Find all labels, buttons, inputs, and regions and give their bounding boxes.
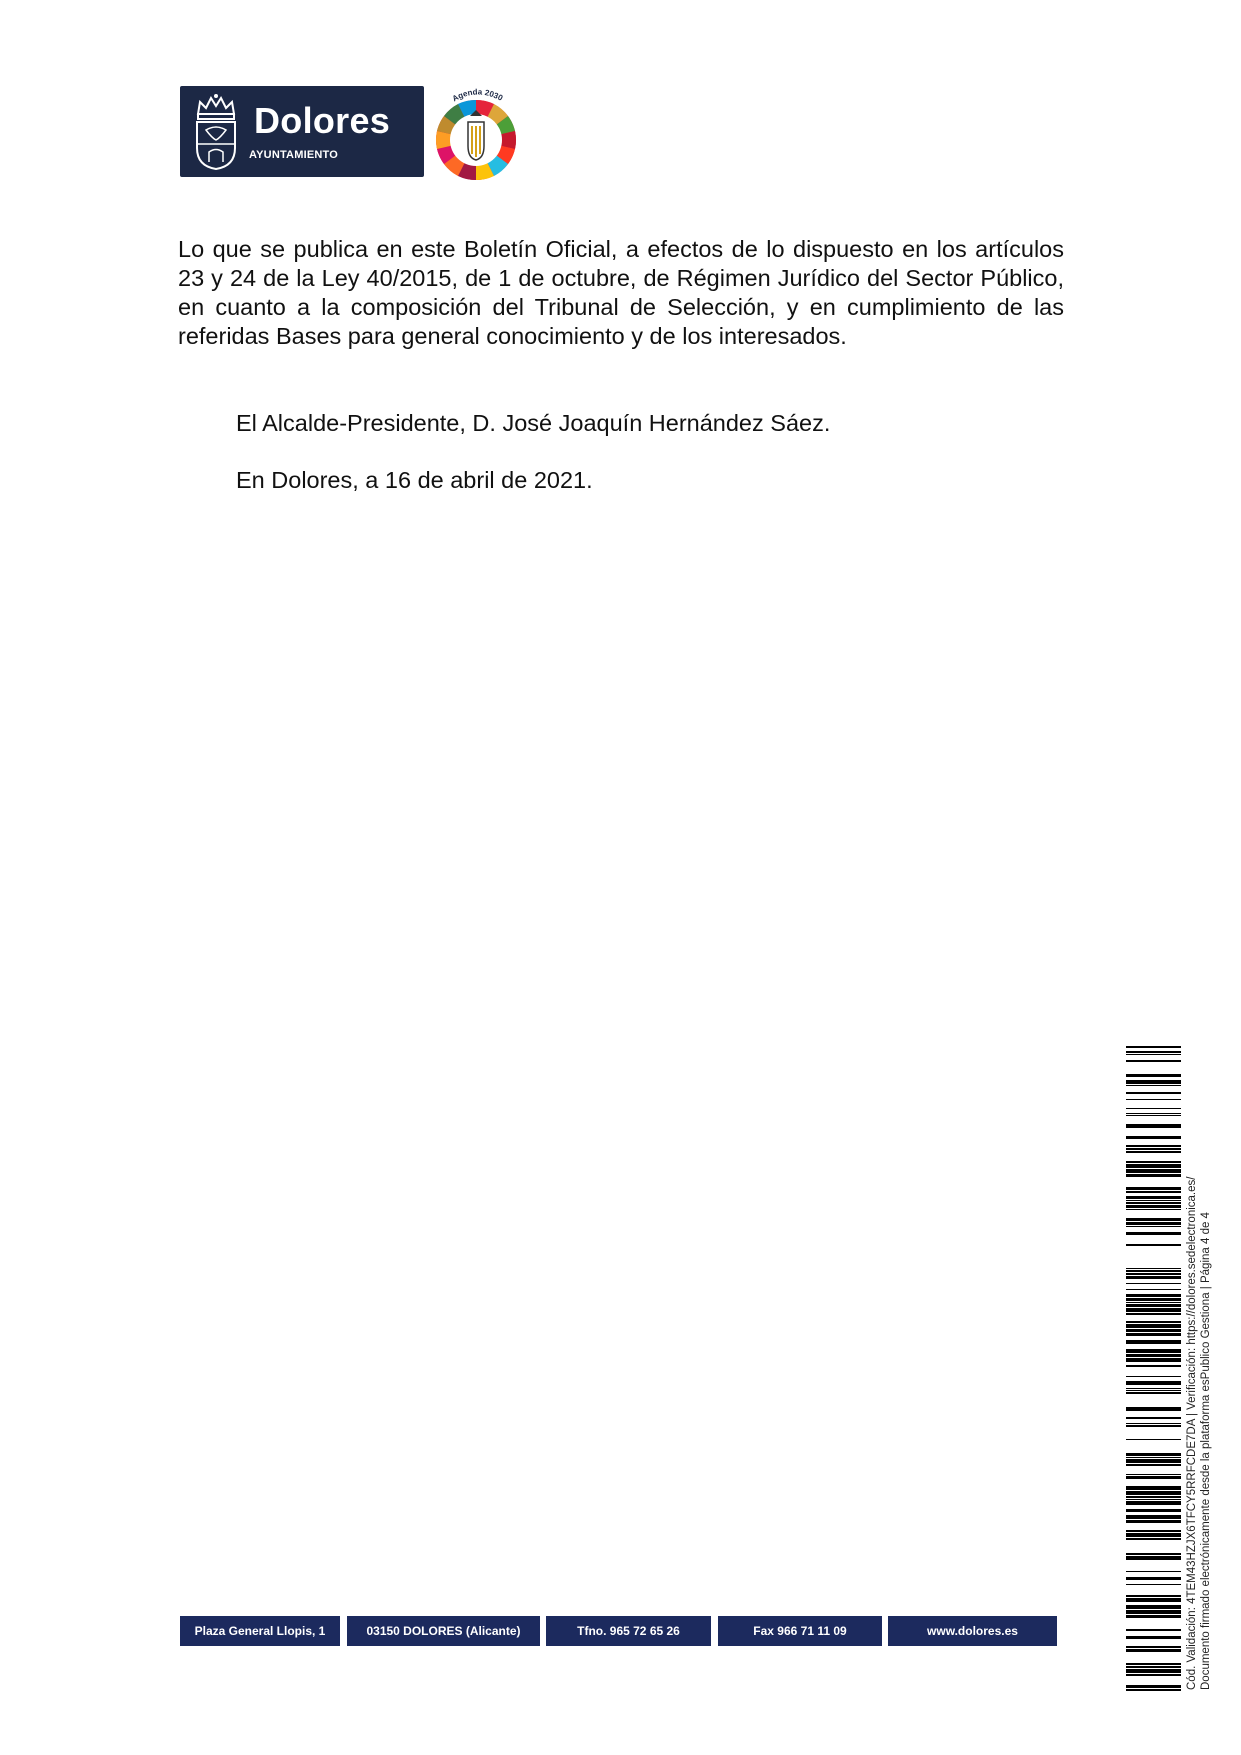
footer-phone: Tfno. 965 72 65 26	[546, 1616, 711, 1646]
svg-text:Agenda 2030: Agenda 2030	[450, 87, 505, 104]
footer-address: Plaza General Llopis, 1	[180, 1616, 340, 1646]
logo-name: Dolores	[254, 100, 391, 141]
signature-line: El Alcalde-Presidente, D. José Joaquín Hernández Sáez.	[236, 410, 831, 436]
footer-web[interactable]: www.dolores.es	[888, 1616, 1057, 1646]
logo-subtitle: AYUNTAMIENTO	[249, 149, 338, 161]
agenda-2030-logo-icon	[428, 82, 524, 182]
footer-fax: Fax 966 71 11 09	[718, 1616, 882, 1646]
verification-text	[1185, 1050, 1213, 1690]
date-line: En Dolores, a 16 de abril de 2021.	[236, 467, 593, 493]
dolores-logo	[180, 86, 424, 177]
barcode-icon	[1126, 1046, 1181, 1691]
crest-icon	[190, 92, 242, 172]
verification-line-2: Documento firmado electrónicamente desde la plataforma esPublico Gestiona | Página 4 de 4	[1200, 1212, 1212, 1690]
body-paragraph: Lo que se publica en este Boletín Oficial, a efectos de lo dispuesto en los artículos 23 y 24 de la Ley 40/2015, de 1 de octubre, de Régimen Jurídico del Sector Público, en cuanto a la composición del Tribunal de Selección, y en cumplimiento de las referidas Bases para general conocimiento y de los interesados.	[178, 236, 1064, 349]
verification-line-1: Cód. Validación: 4TEM43HZJX6TFCY5RRFCDE7DA | Verificación: https://dolores.sedelectronica.es/	[1186, 1176, 1198, 1690]
footer-postal: 03150 DOLORES (Alicante)	[347, 1616, 540, 1646]
